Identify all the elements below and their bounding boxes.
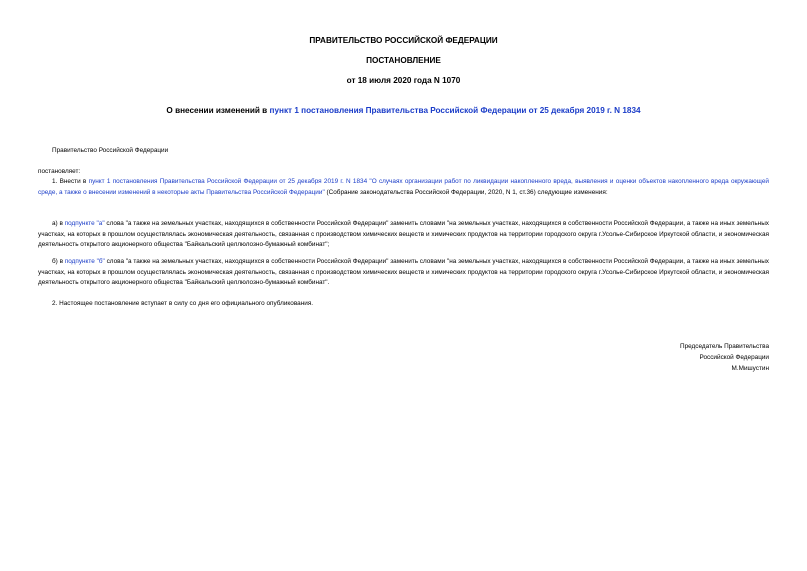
government-heading: ПРАВИТЕЛЬСТВО РОССИЙСКОЙ ФЕДЕРАЦИИ [309,36,498,45]
document-type: ПОСТАНОВЛЕНИЕ [366,56,441,65]
paragraph-1-prefix: 1. Внести в [52,178,89,185]
subparagraph-a-prefix: а) в [52,220,65,227]
signature-block [680,341,769,374]
title-prefix: О внесении изменений в [166,106,270,115]
signature-title-line1: Председатель Правительства [680,343,769,350]
title-link[interactable]: пункт 1 постановления Правительства Российской Федерации от 25 декабря 2019 г. N 1834 [269,106,641,115]
subparagraph-b [38,257,769,289]
subparagraph-a-link[interactable]: подпункте "а" [64,220,105,227]
paragraph-1 [38,177,769,198]
subparagraph-b-suffix: слова "а также на земельных участках, находящихся в собственности Российской Федерации" заменить словами "на земельных участках, находящихся в собственности Российской Федерации, а также на иных земельных участках, на которых в прошлом осуществлялась экономическая деятельность, связанная с производством химических веществ и химических продуктов на территории городского округа г.Усолье-Сибирское Иркутской области, и экономическая деятельность открытого акционерного общества "Байкальский целлюлозно-бумажный комбинат". [38,258,769,286]
signature-name: М.Мишустин [731,365,769,372]
subparagraph-a-suffix: слова "а также на земельных участках, находящихся в собственности Российской Федерации" заменить словами "на земельных участках, находящихся в собственности Российской Федерации, а также на иных земельных участках, на которых в прошлом осуществлялась экономическая деятельность, связанная с производством химических веществ и химических продуктов на территории городского округа г.Усолье-Сибирское Иркутской области, и экономическая деятельность открытого акционерного общества "Байкальский целлюлозно-бумажный комбинат"; [38,220,769,248]
subparagraph-b-prefix: б) в [52,258,65,265]
paragraph-1-suffix: (Собрание законодательства Российской Федерации, 2020, N 1, ст.36) следующие изменения: [324,188,608,196]
signature-title-line2: Российской Федерации [699,354,769,361]
issuer-line: Правительство Российской Федерации [52,147,169,154]
decrees-line: постановляет: [38,168,81,175]
document-date-number: от 18 июля 2020 года N 1070 [346,76,461,85]
subparagraph-b-link[interactable]: подпункте "б" [64,258,105,265]
document-title [0,106,807,116]
subparagraph-a [38,219,769,251]
paragraph-1-link[interactable]: пункт 1 постановления Правительства Российской Федерации от 25 декабря 2019 г. N 1834 "О случаях организации работ по ликвидации накопленного вреда, выявления и оценки объектов накопленного вреда окружающей среде, а также о внесении изменений в некоторые акты Правительства Российской Федерации" [38,178,769,196]
paragraph-2: 2. Настоящее постановление вступает в силу со дня его официального опубликования. [52,300,314,307]
